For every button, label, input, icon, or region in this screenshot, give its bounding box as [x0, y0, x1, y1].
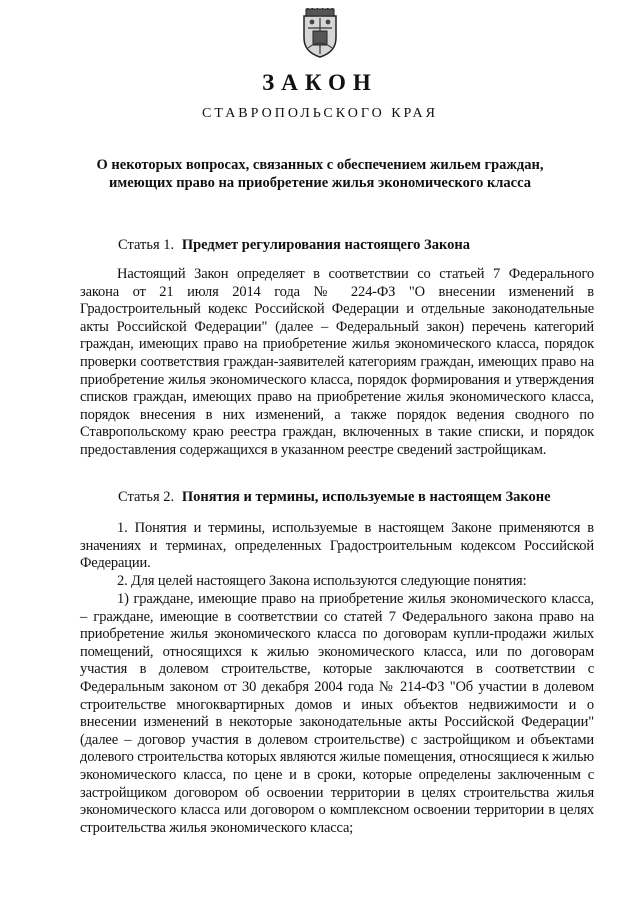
coat-of-arms-icon	[300, 8, 340, 58]
law-region: СТАВРОПОЛЬСКОГО КРАЯ	[202, 106, 438, 121]
law-heading: О некоторых вопросах, связанных с обеспечением жильем граждан, имеющих право на приобретение жилья экономического класса	[96, 157, 544, 191]
article-1-name: Предмет регулирования настоящего Закона	[181, 237, 470, 253]
article-2-number: Статья 2.	[118, 489, 175, 505]
article-2-name: Понятия и термины, используемые в настоящем Законе	[181, 489, 551, 505]
article-2-title	[118, 488, 551, 506]
article-1-title	[118, 236, 470, 254]
law-title: ЗАКОН	[262, 70, 378, 95]
article-1-paragraph: Настоящий Закон определяет в соответствии со статьей 7 Федерального закона от 21 июля 2014 года № 224-ФЗ "О внесении изменений в Градостроительный кодекс Российской Федерации и отдельные законодательные акты Российской Федерации" (далее – Федеральный закон) перечень категорий граждан, имеющих право на приобретение жилья экономического класса, порядок проверки соответствия граждан-заявителей категориям граждан, имеющих право на приобретение жилья экономического класса, порядок формирования и утверждения списков граждан, имеющих право на приобретение жилья экономического класса, порядок внесения в них изменений, а также порядок ведения сводного по Ставропольскому краю реестра граждан, включенных в такие списки, и порядок предоставления содержащихся в указанном реестре сведений застройщикам.	[80, 266, 594, 458]
article-2-paragraph-1: 1. Понятия и термины, используемые в настоящем Законе применяются в значениях и терминах, определенных Градостроительным кодексом Российской Федерации.	[80, 520, 594, 572]
article-2-paragraph-2: 2. Для целей настоящего Закона используются следующие понятия:	[117, 573, 527, 589]
article-2-paragraph-3: 1) граждане, имеющие право на приобретение жилья экономического класса, – граждане, имеющие в соответствии со статей 7 Федерального закона право на приобретение жилья экономического класса по договорам купли-продажи жилых помещений, относящихся к жилью экономического класса, или по договорам участия в долевом строительстве, которые заключаются в соответствии с Федеральным законом от 30 декабря 2004 года № 214-ФЗ "Об участии в долевом строительстве многоквартирных домов и иных объектов недвижимости и о внесении изменений в некоторые законодательные акты Российской Федерации" (далее – договор участия в долевом строительстве) с застройщиком и объектами долевого строительства которых являются жилые помещения, относящиеся к жилью экономического класса, по цене и в сроки, которые определены заключенным с застройщиком договором об освоении территории в целях строительства жилья экономического класса или договором о комплексном освоении территории в целях строительства жилья экономического класса;	[80, 591, 594, 836]
article-1-number: Статья 1.	[118, 237, 175, 253]
